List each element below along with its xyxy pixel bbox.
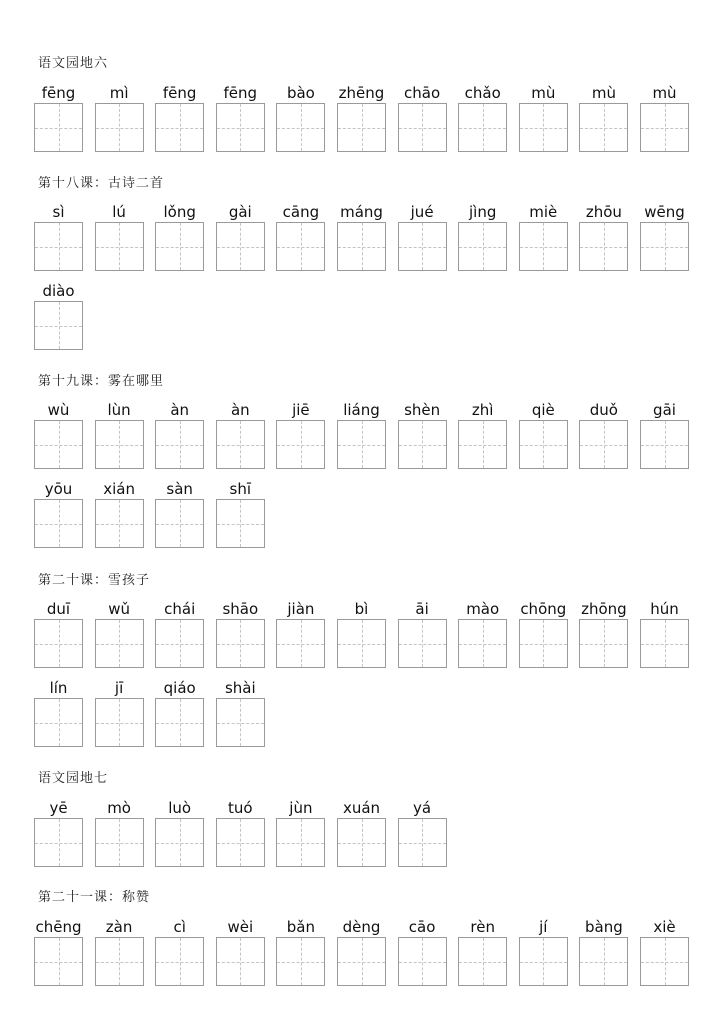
character-cell — [579, 401, 628, 471]
tianzige-writing-box[interactable] — [95, 420, 144, 469]
pinyin-label: miè — [529, 203, 558, 221]
pinyin-label: lùn — [107, 401, 131, 419]
tianzige-writing-box[interactable] — [337, 222, 386, 271]
pinyin-label: jìng — [469, 203, 497, 221]
pinyin-label: jiē — [292, 401, 310, 419]
character-cell — [95, 600, 144, 670]
tianzige-writing-box[interactable] — [216, 698, 265, 747]
pinyin-label: bì — [354, 600, 369, 618]
character-cell — [337, 84, 386, 154]
tianzige-writing-box[interactable] — [216, 222, 265, 271]
character-cell — [398, 918, 447, 988]
character-cell — [216, 401, 265, 471]
character-cell — [34, 679, 83, 749]
character-cell — [155, 203, 204, 273]
tianzige-writing-box[interactable] — [95, 818, 144, 867]
tianzige-writing-box[interactable] — [155, 420, 204, 469]
pinyin-label: sì — [52, 203, 65, 221]
tianzige-writing-box[interactable] — [95, 619, 144, 668]
tianzige-writing-box[interactable] — [519, 937, 568, 986]
tianzige-writing-box[interactable] — [579, 937, 628, 986]
character-cell — [155, 918, 204, 988]
pinyin-label: tuó — [228, 799, 253, 817]
character-cell — [95, 799, 144, 869]
character-cell — [458, 918, 507, 988]
pinyin-label: cāng — [282, 203, 320, 221]
pinyin-label: mì — [109, 84, 129, 102]
tianzige-writing-box[interactable] — [276, 619, 325, 668]
character-cell — [640, 918, 689, 988]
character-cell — [337, 401, 386, 471]
character-cell — [95, 918, 144, 988]
character-cell — [458, 203, 507, 273]
tianzige-writing-box[interactable] — [95, 103, 144, 152]
character-cell — [34, 203, 83, 273]
pinyin-label: wǔ — [108, 600, 130, 618]
tianzige-writing-box[interactable] — [640, 937, 689, 986]
character-cell — [95, 401, 144, 471]
character-cell — [579, 203, 628, 273]
pinyin-row — [34, 799, 694, 869]
pinyin-label: zàn — [105, 918, 133, 936]
pinyin-label: shèn — [404, 401, 441, 419]
character-cell — [155, 600, 204, 670]
tianzige-writing-box[interactable] — [216, 420, 265, 469]
pinyin-label: duǒ — [589, 401, 618, 419]
tianzige-writing-box[interactable] — [579, 619, 628, 668]
tianzige-writing-box[interactable] — [640, 420, 689, 469]
pinyin-label: hún — [650, 600, 679, 618]
pinyin-label: zhì — [471, 401, 494, 419]
pinyin-row — [34, 84, 694, 154]
pinyin-label: lú — [112, 203, 126, 221]
pinyin-label: zhēng — [338, 84, 385, 102]
pinyin-row — [34, 918, 694, 988]
tianzige-writing-box[interactable] — [95, 222, 144, 271]
tianzige-writing-box[interactable] — [155, 222, 204, 271]
tianzige-writing-box[interactable] — [95, 698, 144, 747]
character-cell — [458, 401, 507, 471]
section-title: 第二十课：雪孩子 — [38, 573, 151, 588]
tianzige-writing-box[interactable] — [579, 222, 628, 271]
tianzige-writing-box[interactable] — [458, 937, 507, 986]
pinyin-label: àn — [170, 401, 190, 419]
character-cell — [276, 203, 325, 273]
tianzige-writing-box[interactable] — [34, 937, 83, 986]
pinyin-label: jùn — [289, 799, 313, 817]
tianzige-writing-box[interactable] — [34, 301, 83, 350]
tianzige-writing-box[interactable] — [337, 420, 386, 469]
pinyin-label: luò — [168, 799, 192, 817]
pinyin-label: bào — [286, 84, 315, 102]
tianzige-writing-box[interactable] — [155, 937, 204, 986]
character-cell — [216, 203, 265, 273]
character-cell — [337, 203, 386, 273]
pinyin-label: chāo — [404, 84, 441, 102]
tianzige-writing-box[interactable] — [34, 499, 83, 548]
character-cell — [34, 600, 83, 670]
pinyin-label: zhōu — [585, 203, 622, 221]
pinyin-label: rèn — [470, 918, 495, 936]
pinyin-label: yōu — [44, 480, 73, 498]
tianzige-writing-box[interactable] — [579, 103, 628, 152]
tianzige-writing-box[interactable] — [216, 937, 265, 986]
pinyin-label: chǎo — [464, 84, 501, 102]
character-cell — [519, 84, 568, 154]
section-title: 第十九课：雾在哪里 — [38, 374, 165, 389]
character-cell — [519, 918, 568, 988]
pinyin-label: jī — [114, 679, 124, 697]
section-title: 语文园地七 — [38, 771, 109, 786]
character-cell — [34, 401, 83, 471]
tianzige-writing-box[interactable] — [34, 420, 83, 469]
pinyin-label: shài — [224, 679, 256, 697]
pinyin-label: chēng — [35, 918, 82, 936]
tianzige-writing-box[interactable] — [579, 420, 628, 469]
pinyin-row — [34, 401, 694, 471]
character-cell — [398, 84, 447, 154]
character-cell — [34, 84, 83, 154]
tianzige-writing-box[interactable] — [398, 818, 447, 867]
character-cell — [216, 679, 265, 749]
tianzige-writing-box[interactable] — [216, 103, 265, 152]
character-cell — [519, 401, 568, 471]
character-cell — [640, 203, 689, 273]
pinyin-label: qiáo — [163, 679, 196, 697]
pinyin-label: shāo — [222, 600, 259, 618]
tianzige-writing-box[interactable] — [640, 103, 689, 152]
character-cell — [216, 84, 265, 154]
character-cell — [95, 203, 144, 273]
pinyin-label: jiàn — [287, 600, 315, 618]
pinyin-label: gài — [228, 203, 252, 221]
pinyin-label: fēng — [223, 84, 258, 102]
tianzige-writing-box[interactable] — [216, 499, 265, 548]
tianzige-writing-box[interactable] — [458, 103, 507, 152]
tianzige-writing-box[interactable] — [155, 103, 204, 152]
character-cell — [216, 480, 265, 550]
pinyin-label: wèi — [227, 918, 254, 936]
character-cell — [337, 600, 386, 670]
tianzige-writing-box[interactable] — [398, 222, 447, 271]
pinyin-label: xuán — [342, 799, 381, 817]
tianzige-writing-box[interactable] — [155, 698, 204, 747]
character-cell — [398, 401, 447, 471]
tianzige-writing-box[interactable] — [155, 499, 204, 548]
tianzige-writing-box[interactable] — [519, 103, 568, 152]
character-cell — [276, 799, 325, 869]
character-cell — [155, 401, 204, 471]
pinyin-label: chái — [164, 600, 196, 618]
pinyin-label: mù — [531, 84, 556, 102]
character-cell — [216, 799, 265, 869]
character-cell — [34, 282, 83, 352]
character-cell — [337, 799, 386, 869]
tianzige-writing-box[interactable] — [398, 420, 447, 469]
tianzige-writing-box[interactable] — [276, 222, 325, 271]
pinyin-label: duī — [46, 600, 71, 618]
character-cell — [216, 600, 265, 670]
tianzige-writing-box[interactable] — [34, 619, 83, 668]
character-cell — [640, 84, 689, 154]
tianzige-writing-box[interactable] — [95, 937, 144, 986]
tianzige-writing-box[interactable] — [337, 937, 386, 986]
tianzige-writing-box[interactable] — [276, 937, 325, 986]
pinyin-label: wù — [47, 401, 70, 419]
pinyin-label: mù — [652, 84, 677, 102]
character-cell — [276, 401, 325, 471]
pinyin-label: liáng — [343, 401, 380, 419]
tianzige-writing-box[interactable] — [155, 619, 204, 668]
character-cell — [95, 480, 144, 550]
character-cell — [398, 600, 447, 670]
character-cell — [34, 480, 83, 550]
character-cell — [398, 799, 447, 869]
pinyin-label: mào — [466, 600, 500, 618]
tianzige-writing-box[interactable] — [519, 619, 568, 668]
pinyin-label: xián — [103, 480, 135, 498]
character-cell — [458, 600, 507, 670]
pinyin-label: yē — [49, 799, 68, 817]
pinyin-label: fēng — [162, 84, 197, 102]
tianzige-writing-box[interactable] — [216, 619, 265, 668]
pinyin-label: cāo — [408, 918, 436, 936]
pinyin-row — [34, 480, 694, 550]
pinyin-label: xiè — [653, 918, 676, 936]
pinyin-label: mù — [591, 84, 616, 102]
tianzige-writing-box[interactable] — [398, 619, 447, 668]
character-cell — [519, 600, 568, 670]
tianzige-writing-box[interactable] — [458, 420, 507, 469]
character-cell — [155, 84, 204, 154]
tianzige-writing-box[interactable] — [155, 818, 204, 867]
tianzige-writing-box[interactable] — [34, 103, 83, 152]
character-cell — [398, 203, 447, 273]
pinyin-label: chōng — [520, 600, 567, 618]
character-cell — [276, 918, 325, 988]
pinyin-label: diào — [42, 282, 75, 300]
pinyin-label: lín — [49, 679, 68, 697]
pinyin-label: wēng — [644, 203, 685, 221]
pinyin-row — [34, 679, 694, 749]
pinyin-label: máng — [340, 203, 383, 221]
pinyin-label: àn — [230, 401, 250, 419]
pinyin-label: sàn — [166, 480, 193, 498]
tianzige-writing-box[interactable] — [34, 698, 83, 747]
tianzige-writing-box[interactable] — [337, 619, 386, 668]
pinyin-label: shī — [229, 480, 252, 498]
character-cell — [216, 918, 265, 988]
pinyin-label: jué — [410, 203, 434, 221]
character-cell — [579, 84, 628, 154]
tianzige-writing-box[interactable] — [640, 222, 689, 271]
pinyin-label: bǎn — [286, 918, 315, 936]
character-cell — [579, 918, 628, 988]
pinyin-label: fēng — [41, 84, 76, 102]
pinyin-label: cì — [173, 918, 186, 936]
character-cell — [155, 799, 204, 869]
tianzige-writing-box[interactable] — [337, 818, 386, 867]
pinyin-row — [34, 600, 694, 670]
tianzige-writing-box[interactable] — [519, 222, 568, 271]
tianzige-writing-box[interactable] — [640, 619, 689, 668]
character-cell — [579, 600, 628, 670]
tianzige-writing-box[interactable] — [95, 499, 144, 548]
tianzige-writing-box[interactable] — [276, 103, 325, 152]
character-cell — [155, 679, 204, 749]
tianzige-writing-box[interactable] — [398, 937, 447, 986]
character-cell — [337, 918, 386, 988]
tianzige-writing-box[interactable] — [276, 420, 325, 469]
section-title: 第十八课：古诗二首 — [38, 176, 165, 191]
tianzige-writing-box[interactable] — [458, 619, 507, 668]
tianzige-writing-box[interactable] — [458, 222, 507, 271]
pinyin-row — [34, 203, 694, 273]
character-cell — [276, 600, 325, 670]
pinyin-label: gāi — [653, 401, 676, 419]
character-cell — [95, 679, 144, 749]
character-cell — [519, 203, 568, 273]
tianzige-writing-box[interactable] — [34, 222, 83, 271]
pinyin-label: yá — [413, 799, 432, 817]
pinyin-label: bàng — [585, 918, 623, 936]
tianzige-writing-box[interactable] — [216, 818, 265, 867]
tianzige-writing-box[interactable] — [34, 818, 83, 867]
pinyin-row — [34, 282, 694, 352]
character-cell — [155, 480, 204, 550]
character-cell — [95, 84, 144, 154]
pinyin-label: lǒng — [163, 203, 196, 221]
section-title: 语文园地六 — [38, 56, 109, 71]
pinyin-label: āi — [415, 600, 429, 618]
tianzige-writing-box[interactable] — [398, 103, 447, 152]
character-cell — [458, 84, 507, 154]
pinyin-label: mò — [107, 799, 131, 817]
pinyin-label: qiè — [531, 401, 555, 419]
character-cell — [640, 401, 689, 471]
character-cell — [34, 799, 83, 869]
tianzige-writing-box[interactable] — [519, 420, 568, 469]
character-cell — [640, 600, 689, 670]
section-title: 第二十一课：称赞 — [38, 890, 151, 905]
pinyin-label: zhōng — [581, 600, 627, 618]
pinyin-label: dèng — [342, 918, 381, 936]
pinyin-label: jí — [539, 918, 548, 936]
tianzige-writing-box[interactable] — [276, 818, 325, 867]
character-cell — [34, 918, 83, 988]
character-cell — [276, 84, 325, 154]
tianzige-writing-box[interactable] — [337, 103, 386, 152]
